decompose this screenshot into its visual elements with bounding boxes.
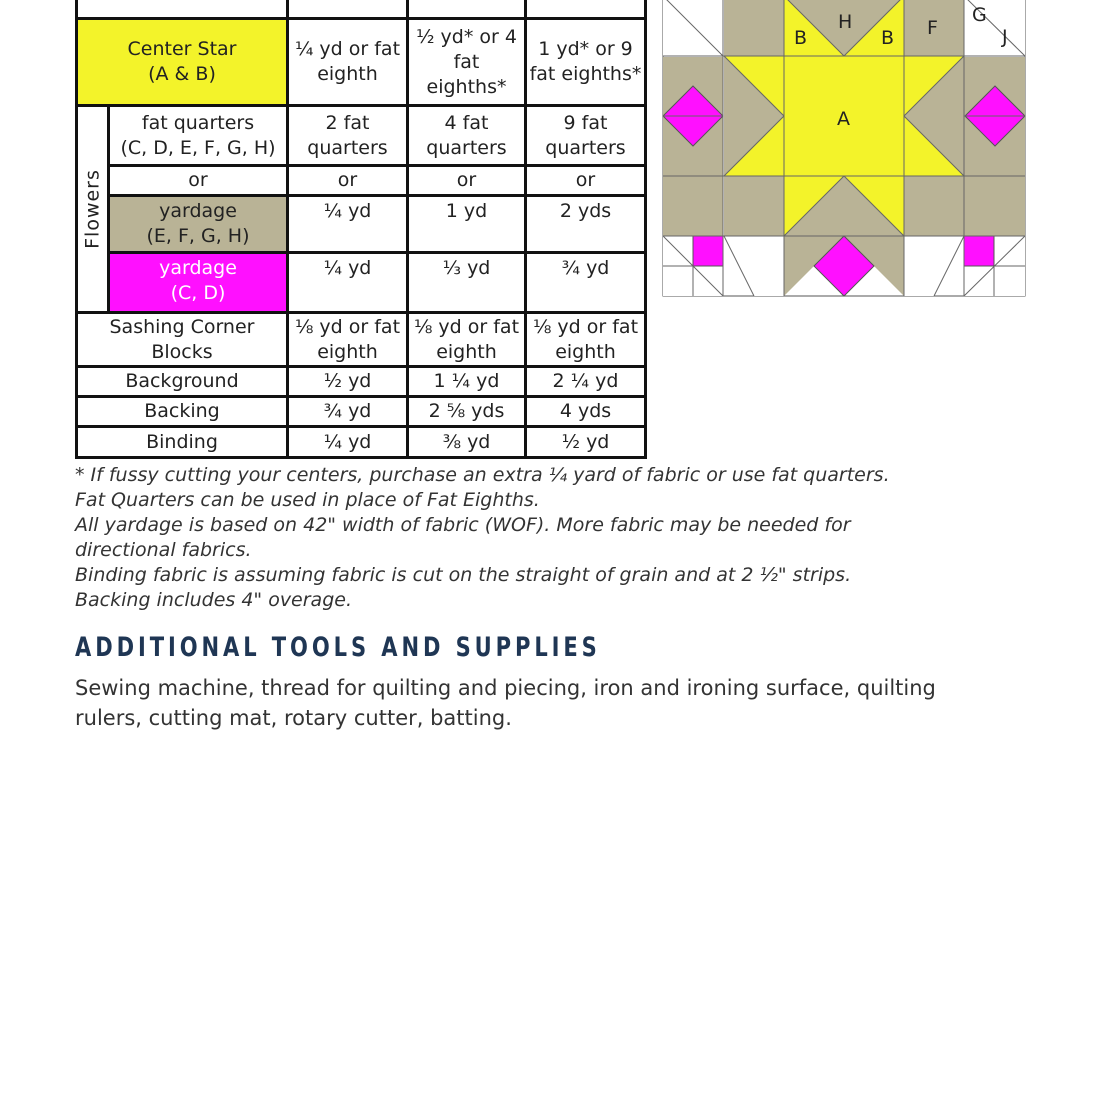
table-row-backing bbox=[77, 397, 646, 427]
table-row-fat-quarters bbox=[77, 106, 646, 166]
note-line: Backing includes 4" overage. bbox=[75, 589, 352, 611]
label-b-left: B bbox=[794, 27, 808, 49]
fat-quarters-medium: 4 fat quarters bbox=[408, 106, 526, 166]
note-line: * If fussy cutting your centers, purchase an extra ¼ yard of fabric or use fat quarters. bbox=[75, 464, 890, 486]
flowers-group-label: Flowers bbox=[77, 106, 109, 313]
backing-label: Backing bbox=[77, 397, 288, 427]
olive-right bbox=[964, 57, 1025, 237]
label-j: J bbox=[1002, 26, 1008, 48]
backing-large: 4 yds bbox=[526, 397, 646, 427]
label-f: F bbox=[927, 17, 938, 39]
supplies-heading: ADDITIONAL TOOLS AND SUPPLIES bbox=[75, 632, 601, 663]
yardage-cd-small: ¼ yd bbox=[288, 253, 408, 313]
sashing-small: ⅛ yd or fat eighth bbox=[288, 313, 408, 367]
center-star-label: Center Star (A & B) bbox=[77, 19, 288, 106]
binding-large: ½ yd bbox=[526, 427, 646, 458]
sashing-large: ⅛ yd or fat eighth bbox=[526, 313, 646, 367]
center-star-small: ¼ yd or fat eighth bbox=[288, 19, 408, 106]
yardage-efgh-medium: 1 yd bbox=[408, 196, 526, 253]
label-g: G bbox=[972, 4, 987, 26]
note-line: Fat Quarters can be used in place of Fat Eighths. bbox=[75, 489, 540, 511]
yardage-cd-large: ¾ yd bbox=[526, 253, 646, 313]
yardage-efgh-large: 2 yds bbox=[526, 196, 646, 253]
yardage-efgh-small: ¼ yd bbox=[288, 196, 408, 253]
label-b-right: B bbox=[881, 27, 895, 49]
label-h: H bbox=[838, 11, 853, 33]
backing-medium: 2 ⅝ yds bbox=[408, 397, 526, 427]
fat-quarters-large: 9 fat quarters bbox=[526, 106, 646, 166]
flower-d-left bbox=[693, 236, 723, 266]
center-star-medium: ½ yd* or 4 fat eighths* bbox=[408, 19, 526, 106]
fat-quarters-label: fat quarters (C, D, E, F, G, H) bbox=[109, 106, 288, 166]
flower-d-right bbox=[964, 236, 994, 266]
sashing-medium: ⅛ yd or fat eighth bbox=[408, 313, 526, 367]
or-small: or bbox=[288, 166, 408, 196]
table-row-sashing bbox=[77, 313, 646, 367]
note-line: Binding fabric is assuming fabric is cut on the straight of grain and at 2 ½" strips. bbox=[75, 564, 852, 586]
table-row-background bbox=[77, 367, 646, 397]
star-block-diagram bbox=[662, 0, 1028, 299]
label-a: A bbox=[837, 108, 850, 130]
table-row-or bbox=[77, 166, 646, 196]
table-row-yardage-cd bbox=[77, 253, 646, 313]
sashing-label: Sashing Corner Blocks bbox=[77, 313, 288, 367]
table-row-center-star bbox=[77, 19, 646, 106]
yardage-cd-medium: ⅓ yd bbox=[408, 253, 526, 313]
background-medium: 1 ¼ yd bbox=[408, 367, 526, 397]
fat-quarters-small: 2 fat quarters bbox=[288, 106, 408, 166]
or-medium: or bbox=[408, 166, 526, 196]
olive-left bbox=[663, 57, 723, 237]
binding-small: ¼ yd bbox=[288, 427, 408, 458]
table-row-binding bbox=[77, 427, 646, 458]
center-star-large: 1 yd* or 9 fat eighths* bbox=[526, 19, 646, 106]
yardage-cd-label: yardage (C, D) bbox=[109, 253, 288, 313]
background-label: Background bbox=[77, 367, 288, 397]
supplies-text: Sewing machine, thread for quilting and piecing, iron and ironing surface, quilting rulers, cutting mat, rotary cutter, batting. bbox=[75, 676, 936, 730]
note-line: directional fabrics. bbox=[75, 539, 252, 561]
table-row-yardage-efgh bbox=[77, 196, 646, 253]
yardage-efgh-label: yardage (E, F, G, H) bbox=[109, 196, 288, 253]
or-label: or bbox=[109, 166, 288, 196]
binding-medium: ⅜ yd bbox=[408, 427, 526, 458]
fabric-requirements-table bbox=[75, 0, 647, 459]
table-header-row bbox=[77, 0, 646, 19]
background-small: ½ yd bbox=[288, 367, 408, 397]
footnotes bbox=[75, 463, 975, 613]
background-large: 2 ¼ yd bbox=[526, 367, 646, 397]
note-line: All yardage is based on 42" width of fabric (WOF). More fabric may be needed for bbox=[75, 514, 851, 536]
backing-small: ¾ yd bbox=[288, 397, 408, 427]
binding-label: Binding bbox=[77, 427, 288, 458]
or-large: or bbox=[526, 166, 646, 196]
